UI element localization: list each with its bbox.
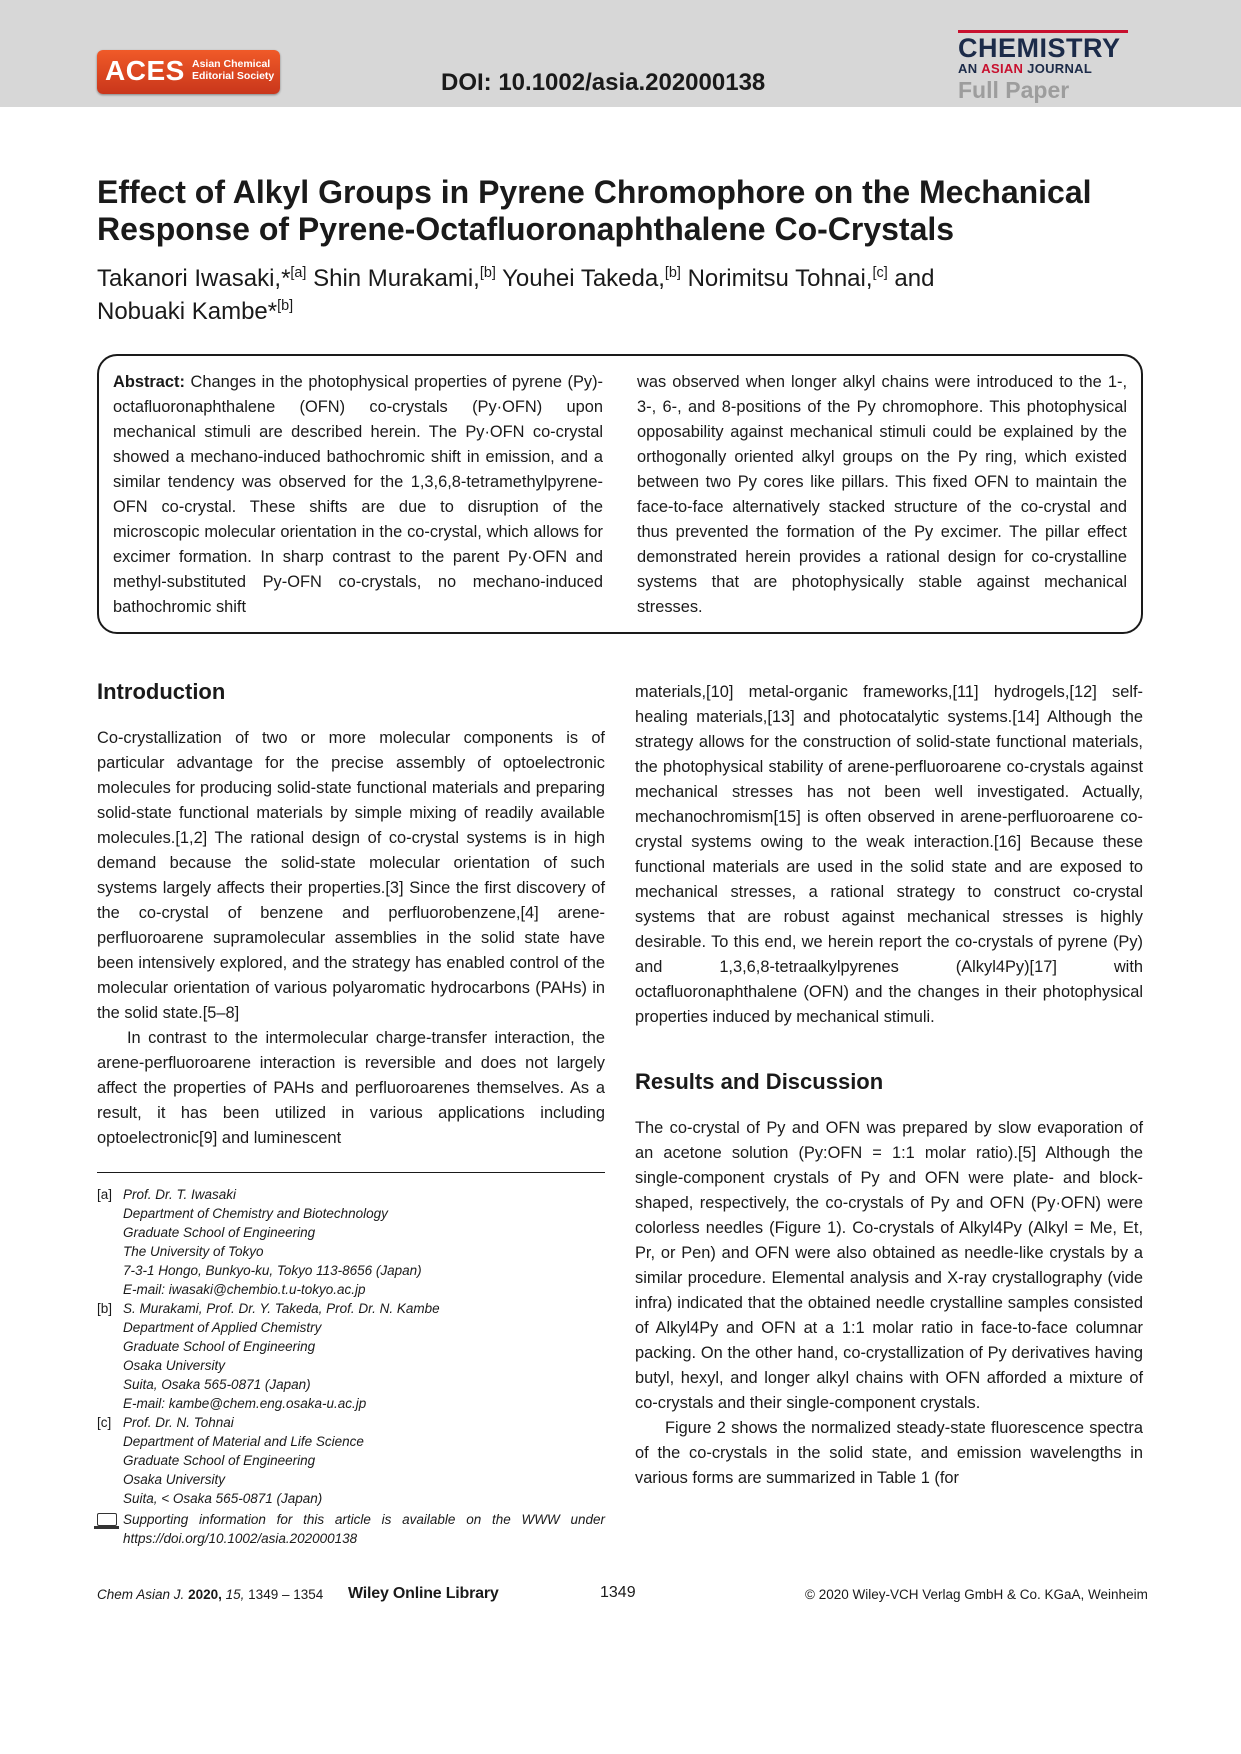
results-paragraph-1: The co-crystal of Py and OFN was prepared by slow evaporation of an acetone solution (Py:OFN = 1:1 molar ratio).[5] Although the single-component crystals of Py and OFN were plate- and block-shaped, respectively, the co-crystals of Py and OFN (Py·OFN) were colorless needles (Figure 1). Co-crystals of Alkyl4Py (Alkyl = Me, Et, Pr, or Pen) and OFN were also obtained as needle-like crystals by a similar procedure. Elemental analysis and X-ray crystallography (vide infra) indicated that the obtained needle crystalline samples consisted of Alkyl4Py and OFN at a 1:1 molar ratio in face-to-face columnar packing. On the other hand, co-crystallization of Py derivatives having butyl, hexyl, and longer alkyl chains with OFN afforded a mixture of co-crystals and their single-component crystals. [635, 1119, 1143, 1412]
journal-subtitle: AN ASIAN JOURNAL [958, 61, 1093, 76]
author-4: Norimitsu Tohnai,[c] [687, 265, 888, 292]
abstract-right-text: was observed when longer alkyl chains were introduced to the 1-, 3-, 6-, and 8-positions of the Py chromophore. This photophysical opposability against mechanical stimuli could be explained by the orthogonally oriented alkyl groups on the Py ring, which existed between two Py cores like pillars. This fixed OFN to maintain the face-to-face alternatively stacked structure of the co-crystal and thus prevented the formation of the Py excimer. The pillar effect demonstrated herein provides a rational design for co-crystalline systems that are photophysically stable against mechanical stresses. [637, 373, 1127, 616]
supporting-info-note: Supporting information for this article is available on the WWW under https://doi.org/10.1002/asia.202000138 [97, 1510, 605, 1548]
introduction-heading: Introduction [97, 679, 226, 704]
title-line-2: Response of Pyrene-Octafluoronaphthalene Co-Crystals [97, 211, 955, 247]
footnote-b: [b] S. Murakami, Prof. Dr. Y. Takeda, Prof. Dr. N. Kambe Department of Applied Chemistry Graduate School of Engineering Osaka University Suita, Osaka 565-0871 (Japan) E-mail: kambe@chem.eng.osaka-u.ac.jp [97, 1301, 440, 1411]
abstract-left-column [113, 370, 603, 620]
affiliation-footnotes [97, 1185, 605, 1548]
results-paragraph-2: Figure 2 shows the normalized steady-state fluorescence spectra of the co-crystals in the solid state, and emission wavelengths in various forms are summarized in Table 1 (for [635, 1419, 1143, 1487]
footnote-divider [97, 1172, 605, 1173]
computer-icon [97, 1513, 117, 1526]
wiley-online-library-logo: Wiley Online Library [348, 1585, 499, 1602]
intro-paragraph-2: In contrast to the intermolecular charge-transfer interaction, the arene-perfluoroarene interaction is reversible and does not largely affect the properties of PAHs and perfluoroarenes themselves. As a result, it has been utilized in various applications including optoelectronic[9] and luminescent [97, 1029, 605, 1147]
aces-logo [97, 50, 280, 94]
copyright-notice: © 2020 Wiley-VCH Verlag GmbH & Co. KGaA, Weinheim [805, 1587, 1148, 1602]
right-column [635, 680, 1143, 1491]
author-1: Takanori Iwasaki,*[a] [97, 265, 307, 292]
author-5: Nobuaki Kambe*[b] [97, 298, 294, 325]
author-3: Youhei Takeda,[b] [502, 265, 681, 292]
citation-footer: Chem Asian J. 2020, 15, 1349 – 1354 [97, 1587, 324, 1602]
aces-logo-line2: Editorial Society [192, 70, 275, 82]
footnote-c: [c] Prof. Dr. N. Tohnai Department of Material and Life Science Graduate School of Engineering Osaka University Suita, < Osaka 565-0871 (Japan) [97, 1415, 364, 1506]
results-heading: Results and Discussion [635, 1069, 884, 1094]
author-list [97, 262, 1137, 328]
article-title [97, 174, 1137, 248]
aces-logo-line1: Asian Chemical [192, 58, 271, 70]
article-type: Full Paper [958, 77, 1070, 103]
page-number: 1349 [600, 1584, 636, 1601]
authors-and: and [894, 265, 935, 292]
journal-name: CHEMISTRY [958, 30, 1128, 62]
doi-text: DOI: 10.1002/asia.202000138 [441, 69, 766, 96]
journal-logo [958, 30, 1128, 103]
intro-paragraph-1: Co-crystallization of two or more molecular components is of particular advantage for the precise assembly of optoelectronic molecules for producing solid-state functional materials and preparing solid-state functional materials by simple mixing of readily available molecules.[1,2] The rational design of co-crystal systems is in high demand because the solid-state molecular orientation of such systems largely affects their properties.[3] Since the first discovery of the co-crystal of benzene and perfluorobenzene,[4] arene-perfluoroarene supramolecular assemblies in the solid state have been intensively explored, and the strategy has enabled control of the molecular orientation of various polyaromatic hydrocarbons (PAHs) in the solid state.[5–8] [97, 729, 605, 1022]
intro-paragraph-3: materials,[10] metal-organic frameworks,[11] hydrogels,[12] self-healing materials,[13] and photocatalytic systems.[14] Although the strategy allows for the construction of solid-state functional materials, the photophysical stability of arene-perfluoroarene co-crystals against mechanical stresses has not been well investigated. Actually, mechanochromism[15] is often observed in arene-perfluoroarene co-crystal systems owing to the weak interaction.[16] Because these functional materials are used in the solid state and are exposed to mechanical stresses, a rational strategy to construct co-crystal systems that are robust against mechanical stresses is highly desirable. To this end, we herein report the co-crystals of pyrene (Py) and 1,3,6,8-tetraalkylpyrenes (Alkyl4Py)[17] with octafluoronaphthalene (OFN) and the changes in their photophysical properties induced by mechanical stimuli. [635, 683, 1143, 1026]
author-2: Shin Murakami,[b] [313, 265, 496, 292]
abstract-label: Abstract: [113, 373, 185, 391]
title-line-1: Effect of Alkyl Groups in Pyrene Chromophore on the Mechanical [97, 174, 1092, 210]
left-column [97, 678, 605, 1151]
footnote-a: [a] Prof. Dr. T. Iwasaki Department of Chemistry and Biotechnology Graduate School of Engineering The University of Tokyo 7-3-1 Hongo, Bunkyo-ku, Tokyo 113-8656 (Japan) E-mail: iwasaki@chembio.t.u-tokyo.ac.jp [97, 1187, 422, 1297]
aces-logo-text: ACES [105, 55, 185, 86]
abstract-left-text: Changes in the photophysical properties of pyrene (Py)-octafluoronaphthalene (OFN) co-crystals (Py·OFN) upon mechanical stimuli are described herein. The Py·OFN co-crystal showed a mechano-induced bathochromic shift in emission, and a similar tendency was observed for the 1,3,6,8-tetramethylpyrene-OFN co-crystal. These shifts are due to disruption of the microscopic molecular orientation in the co-crystal, which allows for excimer formation. In sharp contrast to the parent Py·OFN and methyl-substituted Py-OFN co-crystals, no mechano-induced bathochromic shift [113, 373, 603, 616]
